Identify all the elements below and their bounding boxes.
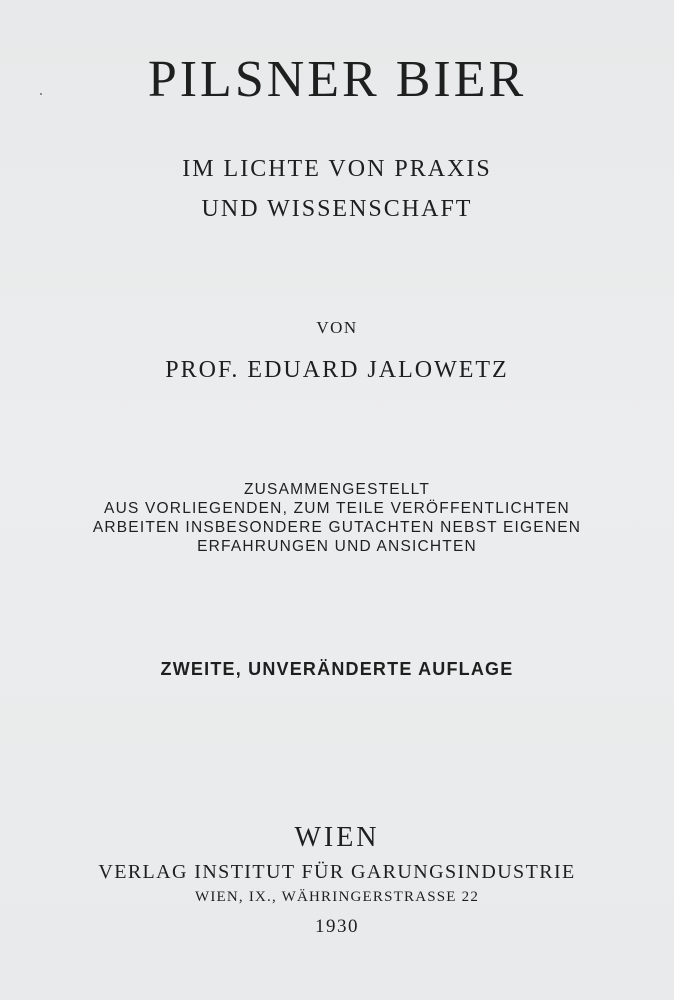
imprint-publisher: VERLAG INSTITUT FÜR GARUNGSINDUSTRIE xyxy=(98,861,576,883)
description-line-2: AUS VORLIEGENDEN, ZUM TEILE VERÖFFENTLICHTEN xyxy=(104,500,570,517)
subtitle-line-2: UND WISSENSCHAFT xyxy=(201,196,473,222)
description-line-4: ERFAHRUNGEN UND ANSICHTEN xyxy=(197,538,477,555)
author-name: PROF. EDUARD JALOWETZ xyxy=(165,357,509,383)
imprint-address: WIEN, IX., WÄHRINGERSTRASSE 22 xyxy=(194,889,480,905)
description-line-1: ZUSAMMENGESTELLT xyxy=(244,481,430,498)
book-title: PILSNER BIER xyxy=(147,51,527,108)
subtitle-line-1: IM LICHTE VON PRAXIS xyxy=(182,156,492,182)
description-line-3: ARBEITEN INSBESONDERE GUTACHTEN NEBST EIGENEN xyxy=(92,519,582,536)
imprint-city: WIEN xyxy=(294,822,380,853)
imprint-year: 1930 xyxy=(315,916,359,937)
by-label: VON xyxy=(316,318,358,337)
edition-statement: ZWEITE, UNVERÄNDERTE AUFLAGE xyxy=(160,659,514,679)
